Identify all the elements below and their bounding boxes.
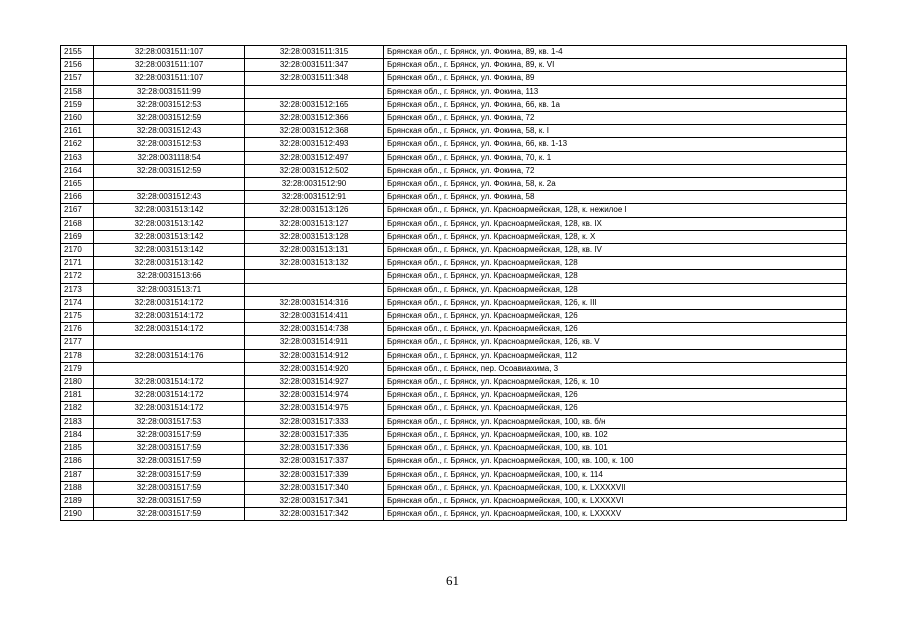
object-cadastral-number-cell: 32:28:0031513:131 <box>245 244 384 257</box>
row-number-cell: 2156 <box>61 59 94 72</box>
object-cadastral-number-cell <box>245 283 384 296</box>
address-cell: Брянская обл., г. Брянск, ул. Красноармейская, 112 <box>384 349 847 362</box>
row-number-cell: 2182 <box>61 402 94 415</box>
table-row <box>61 230 847 243</box>
object-cadastral-number-cell: 32:28:0031512:493 <box>245 138 384 151</box>
object-cadastral-number-cell: 32:28:0031514:974 <box>245 389 384 402</box>
address-cell: Брянская обл., г. Брянск, ул. Фокина, 66, кв. 1-13 <box>384 138 847 151</box>
cadastral-number-cell: 32:28:0031511:107 <box>94 46 245 59</box>
row-number-cell: 2158 <box>61 85 94 98</box>
table-row <box>61 178 847 191</box>
table-row <box>61 191 847 204</box>
object-cadastral-number-cell: 32:28:0031514:316 <box>245 296 384 309</box>
object-cadastral-number-cell: 32:28:0031517:336 <box>245 442 384 455</box>
cadastral-number-cell: 32:28:0031513:142 <box>94 230 245 243</box>
cadastral-number-cell: 32:28:0031517:59 <box>94 455 245 468</box>
table-row <box>61 494 847 507</box>
address-cell: Брянская обл., г. Брянск, ул. Красноармейская, 126 <box>384 310 847 323</box>
address-cell: Брянская обл., г. Брянск, ул. Фокина, 58 <box>384 191 847 204</box>
table-row <box>61 257 847 270</box>
address-cell: Брянская обл., г. Брянск, ул. Красноармейская, 126, к. 10 <box>384 376 847 389</box>
object-cadastral-number-cell: 32:28:0031512:165 <box>245 98 384 111</box>
address-cell: Брянская обл., г. Брянск, ул. Красноармейская, 128, кв. IX <box>384 217 847 230</box>
object-cadastral-number-cell: 32:28:0031514:912 <box>245 349 384 362</box>
object-cadastral-number-cell: 32:28:0031517:337 <box>245 455 384 468</box>
address-cell: Брянская обл., г. Брянск, ул. Фокина, 89 <box>384 72 847 85</box>
address-cell: Брянская обл., г. Брянск, ул. Красноармейская, 126 <box>384 402 847 415</box>
address-cell: Брянская обл., г. Брянск, ул. Красноармейская, 128 <box>384 283 847 296</box>
row-number-cell: 2184 <box>61 428 94 441</box>
cadastral-number-cell: 32:28:0031514:172 <box>94 389 245 402</box>
cadastral-number-cell: 32:28:0031517:59 <box>94 481 245 494</box>
object-cadastral-number-cell: 32:28:0031514:738 <box>245 323 384 336</box>
page-number: 61 <box>446 573 459 588</box>
cadastral-number-cell: 32:28:0031514:176 <box>94 349 245 362</box>
object-cadastral-number-cell: 32:28:0031517:333 <box>245 415 384 428</box>
address-cell: Брянская обл., г. Брянск, ул. Красноармейская, 126, кв. V <box>384 336 847 349</box>
object-cadastral-number-cell <box>245 270 384 283</box>
row-number-cell: 2161 <box>61 125 94 138</box>
cadastral-number-cell: 32:28:0031118:54 <box>94 151 245 164</box>
object-cadastral-number-cell: 32:28:0031514:975 <box>245 402 384 415</box>
address-cell: Брянская обл., г. Брянск, ул. Красноармейская, 100, к. LXXXXVII <box>384 481 847 494</box>
cadastral-number-cell: 32:28:0031511:107 <box>94 72 245 85</box>
table-row <box>61 323 847 336</box>
address-cell: Брянская обл., г. Брянск, ул. Фокина, 72 <box>384 112 847 125</box>
row-number-cell: 2164 <box>61 164 94 177</box>
address-cell: Брянская обл., г. Брянск, ул. Фокина, 66, кв. 1а <box>384 98 847 111</box>
row-number-cell: 2186 <box>61 455 94 468</box>
cadastral-number-cell: 32:28:0031513:142 <box>94 244 245 257</box>
table-row <box>61 125 847 138</box>
object-cadastral-number-cell: 32:28:0031514:927 <box>245 376 384 389</box>
row-number-cell: 2166 <box>61 191 94 204</box>
registry-table <box>60 45 847 521</box>
address-cell: Брянская обл., г. Брянск, ул. Красноармейская, 100, кв. б/н <box>384 415 847 428</box>
table-row <box>61 455 847 468</box>
cadastral-number-cell: 32:28:0031514:172 <box>94 376 245 389</box>
row-number-cell: 2178 <box>61 349 94 362</box>
table-row <box>61 442 847 455</box>
row-number-cell: 2175 <box>61 310 94 323</box>
cadastral-number-cell: 32:28:0031517:59 <box>94 428 245 441</box>
table-row <box>61 98 847 111</box>
address-cell: Брянская обл., г. Брянск, ул. Красноармейская, 126 <box>384 389 847 402</box>
row-number-cell: 2176 <box>61 323 94 336</box>
cadastral-number-cell: 32:28:0031512:59 <box>94 164 245 177</box>
table-row <box>61 336 847 349</box>
registry-table-body <box>61 46 847 521</box>
cadastral-number-cell: 32:28:0031514:172 <box>94 323 245 336</box>
address-cell: Брянская обл., г. Брянск, ул. Красноармейская, 126, к. III <box>384 296 847 309</box>
row-number-cell: 2170 <box>61 244 94 257</box>
table-row <box>61 204 847 217</box>
table-row <box>61 376 847 389</box>
row-number-cell: 2155 <box>61 46 94 59</box>
row-number-cell: 2188 <box>61 481 94 494</box>
address-cell: Брянская обл., г. Брянск, ул. Фокина, 113 <box>384 85 847 98</box>
address-cell: Брянская обл., г. Брянск, ул. Фокина, 89, к. VI <box>384 59 847 72</box>
row-number-cell: 2160 <box>61 112 94 125</box>
cadastral-number-cell: 32:28:0031512:53 <box>94 138 245 151</box>
address-cell: Брянская обл., г. Брянск, ул. Красноармейская, 100, к. LXXXXVI <box>384 494 847 507</box>
object-cadastral-number-cell: 32:28:0031513:126 <box>245 204 384 217</box>
row-number-cell: 2179 <box>61 362 94 375</box>
address-cell: Брянская обл., г. Брянск, ул. Фокина, 58, к. I <box>384 125 847 138</box>
address-cell: Брянская обл., г. Брянск, ул. Красноармейская, 128, к. X <box>384 230 847 243</box>
table-row <box>61 217 847 230</box>
table-row <box>61 151 847 164</box>
table-row <box>61 59 847 72</box>
cadastral-number-cell: 32:28:0031512:43 <box>94 125 245 138</box>
cadastral-number-cell: 32:28:0031517:59 <box>94 442 245 455</box>
row-number-cell: 2189 <box>61 494 94 507</box>
object-cadastral-number-cell: 32:28:0031511:315 <box>245 46 384 59</box>
cadastral-number-cell: 32:28:0031517:59 <box>94 494 245 507</box>
table-row <box>61 164 847 177</box>
table-row <box>61 402 847 415</box>
cadastral-number-cell: 32:28:0031513:142 <box>94 257 245 270</box>
row-number-cell: 2159 <box>61 98 94 111</box>
table-row <box>61 283 847 296</box>
table-row <box>61 428 847 441</box>
address-cell: Брянская обл., г. Брянск, ул. Красноармейская, 100, к. LXXXXV <box>384 508 847 521</box>
table-row <box>61 112 847 125</box>
cadastral-number-cell: 32:28:0031517:59 <box>94 508 245 521</box>
table-row <box>61 244 847 257</box>
cadastral-number-cell <box>94 178 245 191</box>
address-cell: Брянская обл., г. Брянск, ул. Красноармейская, 128 <box>384 270 847 283</box>
table-row <box>61 415 847 428</box>
object-cadastral-number-cell: 32:28:0031514:411 <box>245 310 384 323</box>
object-cadastral-number-cell <box>245 85 384 98</box>
table-row <box>61 296 847 309</box>
cadastral-number-cell: 32:28:0031511:99 <box>94 85 245 98</box>
object-cadastral-number-cell: 32:28:0031513:132 <box>245 257 384 270</box>
row-number-cell: 2169 <box>61 230 94 243</box>
cadastral-number-cell: 32:28:0031513:66 <box>94 270 245 283</box>
cadastral-number-cell: 32:28:0031512:53 <box>94 98 245 111</box>
row-number-cell: 2168 <box>61 217 94 230</box>
table-row <box>61 72 847 85</box>
address-cell: Брянская обл., г. Брянск, ул. Фокина, 72 <box>384 164 847 177</box>
row-number-cell: 2177 <box>61 336 94 349</box>
row-number-cell: 2180 <box>61 376 94 389</box>
object-cadastral-number-cell: 32:28:0031511:348 <box>245 72 384 85</box>
object-cadastral-number-cell: 32:28:0031511:347 <box>245 59 384 72</box>
cadastral-number-cell: 32:28:0031517:53 <box>94 415 245 428</box>
table-row <box>61 481 847 494</box>
table-row <box>61 362 847 375</box>
cadastral-number-cell: 32:28:0031513:142 <box>94 204 245 217</box>
row-number-cell: 2172 <box>61 270 94 283</box>
object-cadastral-number-cell: 32:28:0031512:497 <box>245 151 384 164</box>
table-row <box>61 389 847 402</box>
object-cadastral-number-cell: 32:28:0031513:127 <box>245 217 384 230</box>
object-cadastral-number-cell: 32:28:0031512:502 <box>245 164 384 177</box>
table-row <box>61 138 847 151</box>
cadastral-number-cell: 32:28:0031517:59 <box>94 468 245 481</box>
address-cell: Брянская обл., г. Брянск, ул. Фокина, 89, кв. 1-4 <box>384 46 847 59</box>
object-cadastral-number-cell: 32:28:0031517:339 <box>245 468 384 481</box>
row-number-cell: 2183 <box>61 415 94 428</box>
address-cell: Брянская обл., г. Брянск, ул. Красноармейская, 128, кв. IV <box>384 244 847 257</box>
object-cadastral-number-cell: 32:28:0031512:366 <box>245 112 384 125</box>
cadastral-number-cell: 32:28:0031514:172 <box>94 310 245 323</box>
address-cell: Брянская обл., г. Брянск, ул. Красноармейская, 100, кв. 100, к. 100 <box>384 455 847 468</box>
object-cadastral-number-cell: 32:28:0031517:341 <box>245 494 384 507</box>
cadastral-number-cell: 32:28:0031513:142 <box>94 217 245 230</box>
object-cadastral-number-cell: 32:28:0031517:335 <box>245 428 384 441</box>
address-cell: Брянская обл., г. Брянск, пер. Осоавиахима, 3 <box>384 362 847 375</box>
table-row <box>61 310 847 323</box>
row-number-cell: 2157 <box>61 72 94 85</box>
address-cell: Брянская обл., г. Брянск, ул. Красноармейская, 128, к. нежилое I <box>384 204 847 217</box>
cadastral-number-cell: 32:28:0031511:107 <box>94 59 245 72</box>
table-row <box>61 508 847 521</box>
object-cadastral-number-cell: 32:28:0031517:340 <box>245 481 384 494</box>
object-cadastral-number-cell: 32:28:0031514:920 <box>245 362 384 375</box>
cadastral-number-cell <box>94 336 245 349</box>
row-number-cell: 2187 <box>61 468 94 481</box>
table-row <box>61 46 847 59</box>
object-cadastral-number-cell: 32:28:0031512:368 <box>245 125 384 138</box>
object-cadastral-number-cell: 32:28:0031512:90 <box>245 178 384 191</box>
row-number-cell: 2162 <box>61 138 94 151</box>
object-cadastral-number-cell: 32:28:0031513:128 <box>245 230 384 243</box>
row-number-cell: 2190 <box>61 508 94 521</box>
row-number-cell: 2165 <box>61 178 94 191</box>
cadastral-number-cell: 32:28:0031512:43 <box>94 191 245 204</box>
table-row <box>61 468 847 481</box>
cadastral-number-cell: 32:28:0031513:71 <box>94 283 245 296</box>
cadastral-number-cell <box>94 362 245 375</box>
table-row <box>61 85 847 98</box>
object-cadastral-number-cell: 32:28:0031517:342 <box>245 508 384 521</box>
row-number-cell: 2181 <box>61 389 94 402</box>
row-number-cell: 2185 <box>61 442 94 455</box>
address-cell: Брянская обл., г. Брянск, ул. Фокина, 58, к. 2а <box>384 178 847 191</box>
row-number-cell: 2167 <box>61 204 94 217</box>
address-cell: Брянская обл., г. Брянск, ул. Красноармейская, 128 <box>384 257 847 270</box>
table-row <box>61 270 847 283</box>
address-cell: Брянская обл., г. Брянск, ул. Красноармейская, 100, кв. 102 <box>384 428 847 441</box>
address-cell: Брянская обл., г. Брянск, ул. Фокина, 70, к. 1 <box>384 151 847 164</box>
row-number-cell: 2163 <box>61 151 94 164</box>
row-number-cell: 2174 <box>61 296 94 309</box>
cadastral-number-cell: 32:28:0031514:172 <box>94 296 245 309</box>
address-cell: Брянская обл., г. Брянск, ул. Красноармейская, 100, к. 114 <box>384 468 847 481</box>
cadastral-number-cell: 32:28:0031514:172 <box>94 402 245 415</box>
address-cell: Брянская обл., г. Брянск, ул. Красноармейская, 100, кв. 101 <box>384 442 847 455</box>
table-row <box>61 349 847 362</box>
row-number-cell: 2171 <box>61 257 94 270</box>
object-cadastral-number-cell: 32:28:0031512:91 <box>245 191 384 204</box>
cadastral-number-cell: 32:28:0031512:59 <box>94 112 245 125</box>
row-number-cell: 2173 <box>61 283 94 296</box>
address-cell: Брянская обл., г. Брянск, ул. Красноармейская, 126 <box>384 323 847 336</box>
object-cadastral-number-cell: 32:28:0031514:911 <box>245 336 384 349</box>
